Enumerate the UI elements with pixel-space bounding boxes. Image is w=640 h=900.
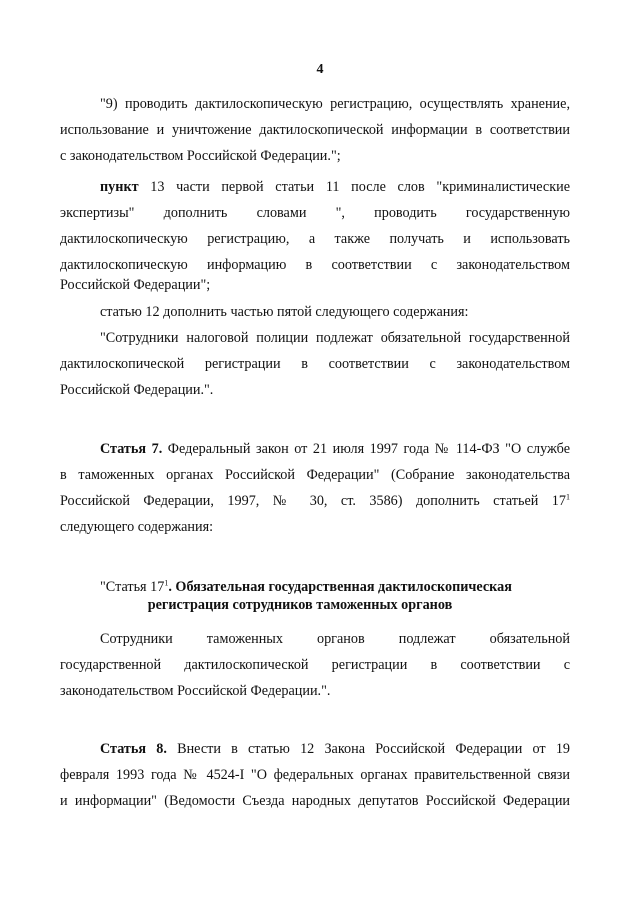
text-line: и информации" (Ведомости Съезда народных депутатов Российской Федерации (60, 793, 570, 809)
text-span: Федеральный закон от 21 июля 1997 года № 114-ФЗ "О службе (162, 441, 570, 457)
text-line: экспертизы" дополнить словами ", проводить государственную (60, 205, 570, 221)
text-span: 13 части первой статьи 11 после слов "криминалистические (138, 179, 570, 195)
text-line: дактилоскопическую информацию в соответствии с законодательством (60, 257, 570, 273)
text-line: февраля 1993 года № 4524-I "О федеральных органах правительственной связи (60, 767, 570, 783)
page-number: 4 (316, 62, 324, 77)
superscript: 1 (566, 492, 570, 502)
article-17-heading (100, 578, 580, 596)
text-line: Российской Федерации.". (60, 382, 214, 398)
text-span: Российской Федерации, 1997, № 30, ст. 3586) дополнить статьей 17 (60, 493, 566, 509)
text-line: "9) проводить дактилоскопическую регистрацию, осуществлять хранение, (100, 96, 570, 112)
text-line: дактилоскопической регистрации в соответствии с законодательством (60, 356, 570, 372)
text-line: в таможенных органах Российской Федерации" (Собрание законодательства (60, 467, 570, 483)
text-line: государственной дактилоскопической регистрации в соответствии с (60, 657, 570, 673)
heading-text: . Обязательная государственная дактилоскопическая (168, 579, 512, 595)
bold-word: пункт (100, 179, 139, 195)
text-line: с законодательством Российской Федерации."; (60, 148, 341, 164)
text-line: "Сотрудники налоговой полиции подлежат обязательной государственной (100, 330, 570, 346)
article-7-label: Статья 7. (100, 441, 163, 457)
text-line: использование и уничтожение дактилоскопической информации в соответствии (60, 122, 570, 138)
article-17-heading-line2: регистрация сотрудников таможенных органов (147, 597, 453, 613)
text-line: законодательством Российской Федерации.". (60, 683, 331, 699)
text-line: Российской Федерации"; (60, 277, 211, 293)
superscript: 1 (164, 578, 169, 588)
text-line: Сотрудники таможенных органов подлежат обязательной (100, 631, 570, 647)
text-line (100, 740, 570, 758)
text-line (100, 178, 570, 196)
text-line (60, 492, 570, 510)
text-line: следующего содержания: (60, 519, 214, 535)
text-line: дактилоскопическую регистрацию, а также получать и использовать (60, 231, 570, 247)
text-span: "Статья 17 (100, 579, 165, 595)
text-line (100, 440, 570, 458)
article-8-label: Статья 8. (100, 741, 167, 757)
text-line: статью 12 дополнить частью пятой следующего содержания: (100, 304, 469, 320)
text-span: Внести в статью 12 Закона Российской Федерации от 19 (166, 741, 571, 757)
